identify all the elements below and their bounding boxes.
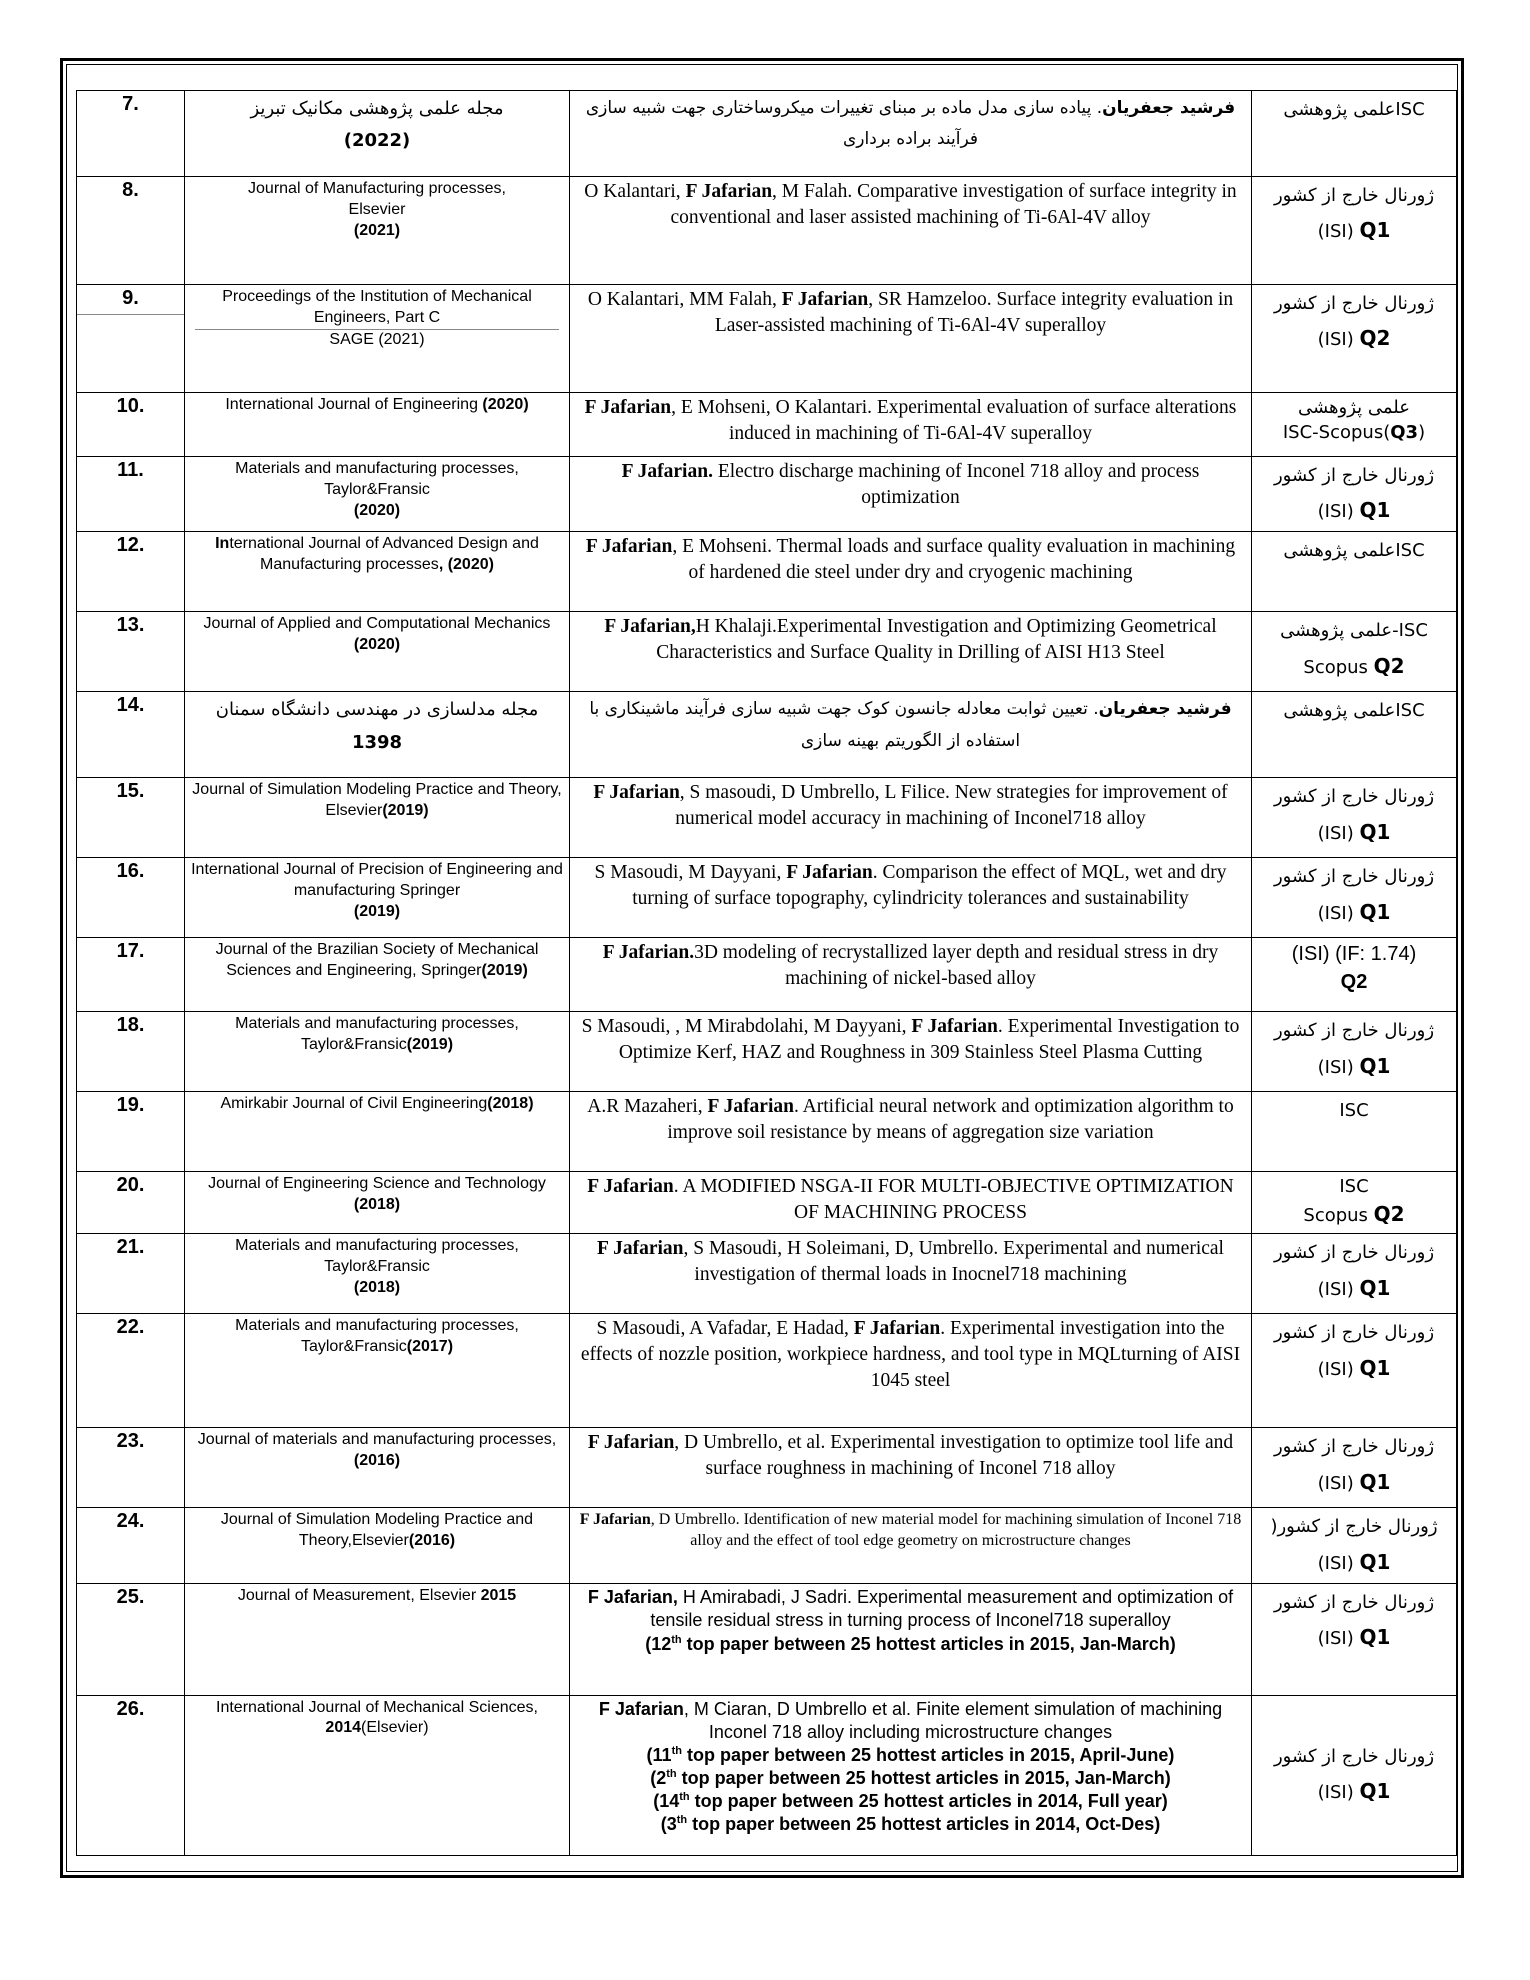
row-number: 19. — [77, 1092, 185, 1172]
index-cell: علمی پژوهشی-ISC Scopus Q2 — [1252, 612, 1457, 692]
table-row — [77, 1234, 1457, 1314]
highlight-note: (14th top paper between 25 hottest articles in 2014, Full year) — [653, 1790, 1168, 1811]
index-cell: ISC — [1252, 1092, 1457, 1172]
table-row — [77, 612, 1457, 692]
index-cell: علمی پژوهشیISC — [1252, 532, 1457, 612]
row-number: 9. — [77, 285, 185, 393]
row-number: 21. — [77, 1234, 185, 1314]
row-number: 20. — [77, 1172, 185, 1234]
title-cell: S Masoudi, M Dayyani, F Jafarian. Comparison the effect of MQL, wet and dry turning of surface topography, cylindricity tolerances and sustainability — [570, 858, 1252, 938]
title-cell: F Jafarian, M Ciaran, D Umbrello et al. Finite element simulation of machining Inconel 718 alloy including microstructure changes (11th top paper between 25 hottest articles in 2015, April-June) (2th top paper between 25 hottest articles in 2015, Jan-March) (14th top paper between 25 hottest articles in 2014, Full year) (3th top paper between 25 hottest articles in 2014, Oct-Des) — [570, 1695, 1252, 1855]
index-cell: علمی پژوهشیISC — [1252, 91, 1457, 177]
table-row — [77, 778, 1457, 858]
journal-cell: Materials and manufacturing processes, Taylor&Fransic (2020) — [185, 457, 570, 532]
index-cell: )ژورنال خارج از کشور (ISI) Q1 — [1252, 1508, 1457, 1583]
publications-table — [76, 90, 1457, 1856]
title-cell: F Jafarian, D Umbrello. Identification of new material model for machining simulation of Inconel 718 alloy and the effect of tool edge geometry on microstructure changes — [570, 1508, 1252, 1583]
table-row — [77, 1012, 1457, 1092]
highlight-note: (12th top paper between 25 hottest articles in 2015, Jan-March) — [645, 1634, 1176, 1655]
row-number: 7. — [77, 91, 185, 177]
table-row — [77, 393, 1457, 457]
journal-cell: Materials and manufacturing processes, Taylor&Fransic(2019) — [185, 1012, 570, 1092]
title-cell: F Jafarian. Electro discharge machining of Inconel 718 alloy and process optimization — [570, 457, 1252, 532]
index-cell: ژورنال خارج از کشور (ISI) Q1 — [1252, 1583, 1457, 1695]
table-row — [77, 938, 1457, 1012]
index-cell: ژورنال خارج از کشور (ISI) Q2 — [1252, 285, 1457, 393]
title-cell: A.R Mazaheri, F Jafarian. Artificial neural network and optimization algorithm to improve soil resistance by means of aggregation size variation — [570, 1092, 1252, 1172]
journal-cell: Journal of Engineering Science and Technology (2018) — [185, 1172, 570, 1234]
title-cell: S Masoudi, , M Mirabdolahi, M Dayyani, F Jafarian. Experimental Investigation to Optimize Kerf, HAZ and Roughness in 309 Stainless Steel Plasma Cutting — [570, 1012, 1252, 1092]
title-cell: فرشید جعفریان. پیاده سازی مدل ماده بر مبنای تغییرات میکروساختاری جهت شبیه سازی فرآیند براده برداری — [570, 91, 1252, 177]
highlight-note: (11th top paper between 25 hottest articles in 2015, April-June) — [646, 1744, 1175, 1765]
journal-cell: Materials and manufacturing processes, Taylor&Fransic(2017) — [185, 1314, 570, 1428]
table-row — [77, 1695, 1457, 1855]
title-cell: F Jafarian, S Masoudi, H Soleimani, D, Umbrello. Experimental and numerical investigation of thermal loads in Inocnel718 machining — [570, 1234, 1252, 1314]
row-number: 17. — [77, 938, 185, 1012]
table-row — [77, 1314, 1457, 1428]
title-cell: F Jafarian, E Mohseni. Thermal loads and surface quality evaluation in machining of hardened die steel under dry and cryogenic machining — [570, 532, 1252, 612]
title-cell: F Jafarian, D Umbrello, et al. Experimental investigation to optimize tool life and surface roughness in machining of Inconel 718 alloy — [570, 1428, 1252, 1508]
journal-cell: Materials and manufacturing processes, Taylor&Fransic (2018) — [185, 1234, 570, 1314]
journal-cell: Journal of Manufacturing processes, Elsevier (2021) — [185, 177, 570, 285]
index-cell: علمی پژوهشی ISC-Scopus(Q3) — [1252, 393, 1457, 457]
index-cell: ژورنال خارج از کشور (ISI) Q1 — [1252, 1234, 1457, 1314]
journal-cell: International Journal of Mechanical Sciences, 2014(Elsevier) — [185, 1695, 570, 1855]
journal-cell: Journal of Simulation Modeling Practice and Theory, Elsevier(2019) — [185, 778, 570, 858]
row-number: 10. — [77, 393, 185, 457]
title-cell: O Kalantari, F Jafarian, M Falah. Comparative investigation of surface integrity in conventional and laser assisted machining of Ti-6Al-4V alloy — [570, 177, 1252, 285]
table-row — [77, 1508, 1457, 1583]
index-cell: ژورنال خارج از کشور (ISI) Q1 — [1252, 1314, 1457, 1428]
journal-cell: International Journal of Engineering (2020) — [185, 393, 570, 457]
index-cell: ژورنال خارج از کشور (ISI) Q1 — [1252, 457, 1457, 532]
index-cell: ژورنال خارج از کشور (ISI) Q1 — [1252, 1012, 1457, 1092]
index-cell: ژورنال خارج از کشور (ISI) Q1 — [1252, 1428, 1457, 1508]
title-cell: F Jafarian.3D modeling of recrystallized layer depth and residual stress in dry machining of nickel-based alloy — [570, 938, 1252, 1012]
row-number: 8. — [77, 177, 185, 285]
title-cell: F Jafarian, E Mohseni, O Kalantari. Experimental evaluation of surface alterations induced in machining of Ti-6Al-4V superalloy — [570, 393, 1252, 457]
index-cell: ژورنال خارج از کشور (ISI) Q1 — [1252, 858, 1457, 938]
journal-cell: International Journal of Precision of Engineering and manufacturing Springer (2019) — [185, 858, 570, 938]
journal-cell: Journal of Measurement, Elsevier 2015 — [185, 1583, 570, 1695]
journal-cell: Journal of Simulation Modeling Practice and Theory,Elsevier(2016) — [185, 1508, 570, 1583]
title-cell: فرشید جعفریان. تعیین ثوابت معادله جانسون کوک جهت شبیه سازی فرآیند ماشینکاری با استفاده از الگوریتم بهینه سازی — [570, 692, 1252, 778]
highlight-note: (3th top paper between 25 hottest articles in 2014, Oct-Des) — [660, 1813, 1161, 1834]
table-row — [77, 1172, 1457, 1234]
title-cell: O Kalantari, MM Falah, F Jafarian, SR Hamzeloo. Surface integrity evaluation in Laser-assisted machining of Ti-6Al-4V superalloy — [570, 285, 1252, 393]
journal-cell: International Journal of Advanced Design and Manufacturing processes, (2020) — [185, 532, 570, 612]
table-row — [77, 532, 1457, 612]
journal-cell: Amirkabir Journal of Civil Engineering(2018) — [185, 1092, 570, 1172]
row-number: 25. — [77, 1583, 185, 1695]
table-row — [77, 285, 1457, 393]
title-cell: F Jafarian, S masoudi, D Umbrello, L Filice. New strategies for improvement of numerical model accuracy in machining of Inconel718 alloy — [570, 778, 1252, 858]
index-cell: علمی پژوهشیISC — [1252, 692, 1457, 778]
journal-cell: Journal of materials and manufacturing processes, (2016) — [185, 1428, 570, 1508]
title-cell: F Jafarian, H Amirabadi, J Sadri. Experimental measurement and optimization of tensile residual stress in turning process of Inconel718 superalloy (12th top paper between 25 hottest articles in 2015, Jan-March) — [570, 1583, 1252, 1695]
journal-cell: مجله مدلسازی در مهندسی دانشگاه سمنان 1398 — [185, 692, 570, 778]
table-row — [77, 91, 1457, 177]
table-row — [77, 177, 1457, 285]
table-row — [77, 1092, 1457, 1172]
index-cell: (ISI) (IF: 1.74) Q2 — [1252, 938, 1457, 1012]
journal-cell: Journal of Applied and Computational Mechanics (2020) — [185, 612, 570, 692]
journal-cell: Journal of the Brazilian Society of Mechanical Sciences and Engineering, Springer(2019) — [185, 938, 570, 1012]
table-row — [77, 457, 1457, 532]
journal-cell: Proceedings of the Institution of Mechanical Engineers, Part C SAGE (2021) — [185, 285, 570, 393]
row-number: 23. — [77, 1428, 185, 1508]
index-cell: ژورنال خارج از کشور (ISI) Q1 — [1252, 1695, 1457, 1855]
row-number: 14. — [77, 692, 185, 778]
index-cell: ISC Scopus Q2 — [1252, 1172, 1457, 1234]
table-row — [77, 858, 1457, 938]
table-row — [77, 692, 1457, 778]
row-number: 11. — [77, 457, 185, 532]
row-number: 18. — [77, 1012, 185, 1092]
row-number: 12. — [77, 532, 185, 612]
row-number: 22. — [77, 1314, 185, 1428]
highlight-note: (2th top paper between 25 hottest articles in 2015, Jan-March) — [650, 1767, 1171, 1788]
title-cell: F Jafarian,H Khalaji.Experimental Investigation and Optimizing Geometrical Characteristics and Surface Quality in Drilling of AISI H13 Steel — [570, 612, 1252, 692]
row-number: 24. — [77, 1508, 185, 1583]
title-cell: S Masoudi, A Vafadar, E Hadad, F Jafarian. Experimental investigation into the effects of nozzle position, workpiece hardness, and tool type in MQLturning of AISI 1045 steel — [570, 1314, 1252, 1428]
row-number: 13. — [77, 612, 185, 692]
title-cell: F Jafarian. A MODIFIED NSGA-II FOR MULTI-OBJECTIVE OPTIMIZATION OF MACHINING PROCESS — [570, 1172, 1252, 1234]
row-number: 16. — [77, 858, 185, 938]
journal-cell: مجله علمی پژوهشی مکانیک تبریز (2022) — [185, 91, 570, 177]
table-row — [77, 1428, 1457, 1508]
table-row — [77, 1583, 1457, 1695]
index-cell: ژورنال خارج از کشور (ISI) Q1 — [1252, 177, 1457, 285]
row-number: 15. — [77, 778, 185, 858]
row-number: 26. — [77, 1695, 185, 1855]
index-cell: ژورنال خارج از کشور (ISI) Q1 — [1252, 778, 1457, 858]
